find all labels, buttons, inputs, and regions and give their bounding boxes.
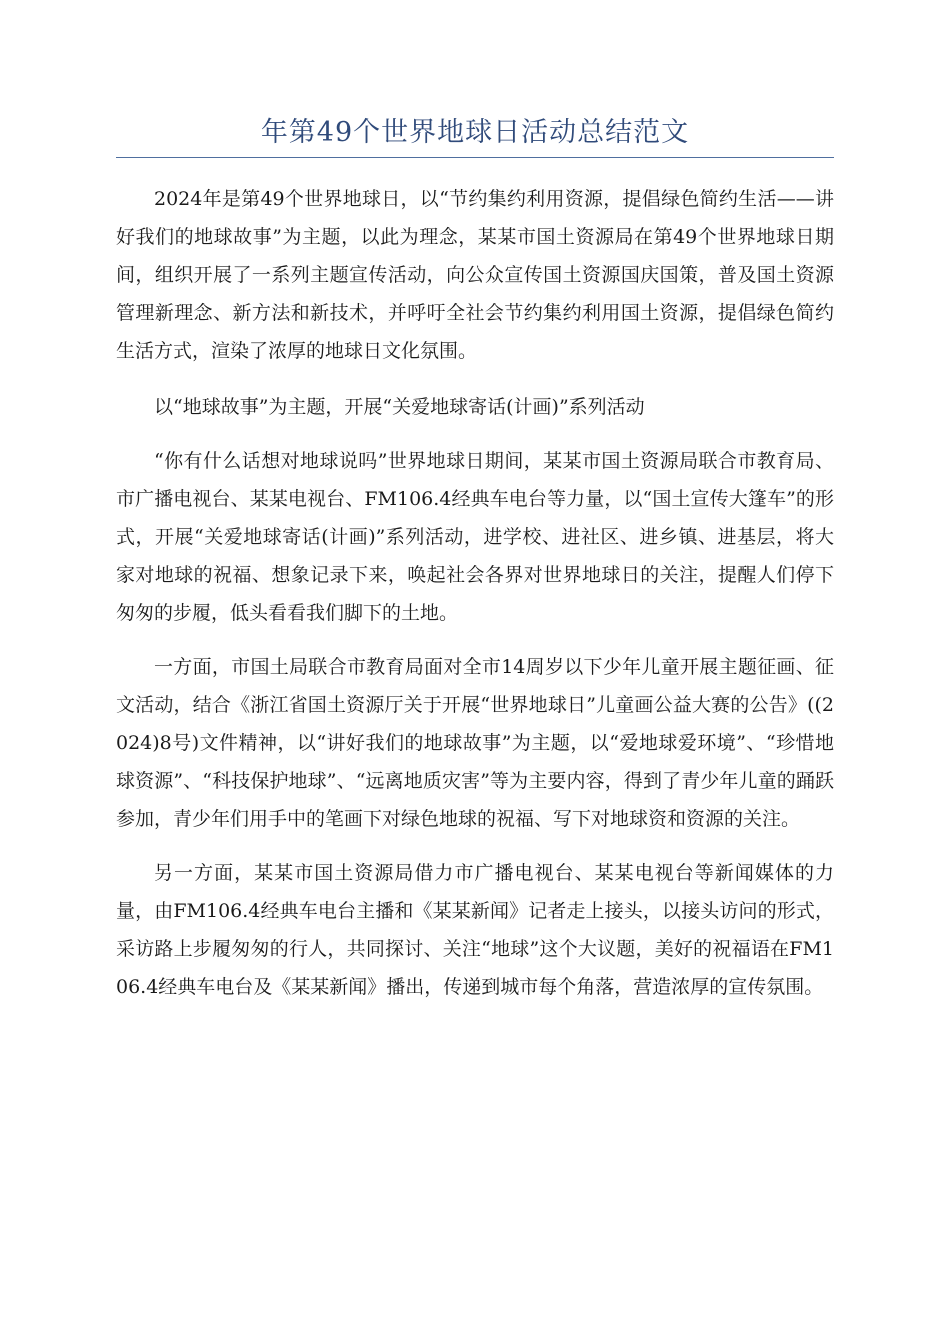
section-heading: 以“地球故事”为主题，开展“关爱地球寄话(计画)”系列活动 — [154, 396, 645, 418]
document-title: 年第49个世界地球日活动总结范文 — [116, 110, 834, 158]
paragraph-education: 一方面，市国土局联合市教育局面对全市14周岁以下少年儿童开展主题征画、征文活动，结合《浙江省国土资源厅关于开展“世界地球日”儿童画公益大赛的公告》((2024)8号)文件精神，以“讲好我们的地球故事”为主题，以“爱地球爱环境”、“珍惜地球资源”、“科技保护地球”、“远离地质灾害”等为主要内容，得到了青少年儿童的踊跃参加，青少年们用手中的笔画下对绿色地球的祝福、写下对地球资和资源的关注。 — [116, 656, 834, 830]
paragraph-activities: “你有什么话想对地球说吗”世界地球日期间，某某市国土资源局联合市教育局、市广播电视台、某某电视台、FM106.4经典车电台等力量，以“国土宣传大篷车”的形式，开展“关爱地球寄话(计画)”系列活动，进学校、进社区、进乡镇、进基层，将大家对地球的祝福、想象记录下来，唤起社会各界对世界地球日的关注，提醒人们停下匆匆的步履，低头看看我们脚下的土地。 — [116, 450, 834, 624]
document-page — [116, 110, 834, 1006]
paragraph-media: 另一方面，某某市国土资源局借力市广播电视台、某某电视台等新闻媒体的力量，由FM106.4经典车电台主播和《某某新闻》记者走上接头，以接头访问的形式，采访路上步履匆匆的行人，共同探讨、关注“地球”这个大议题，美好的祝福语在FM106.4经典车电台及《某某新闻》播出，传递到城市每个角落，营造浓厚的宣传氛围。 — [116, 862, 834, 998]
paragraph-intro: 2024年是第49个世界地球日，以“节约集约利用资源，提倡绿色简约生活——讲好我们的地球故事”为主题，以此为理念，某某市国土资源局在第49个世界地球日期间，组织开展了一系列主题宣传活动，向公众宣传国土资源国庆国策，普及国土资源管理新理念、新方法和新技术，并呼吁全社会节约集约利用国土资源，提倡绿色简约生活方式，渲染了浓厚的地球日文化氛围。 — [116, 188, 834, 362]
